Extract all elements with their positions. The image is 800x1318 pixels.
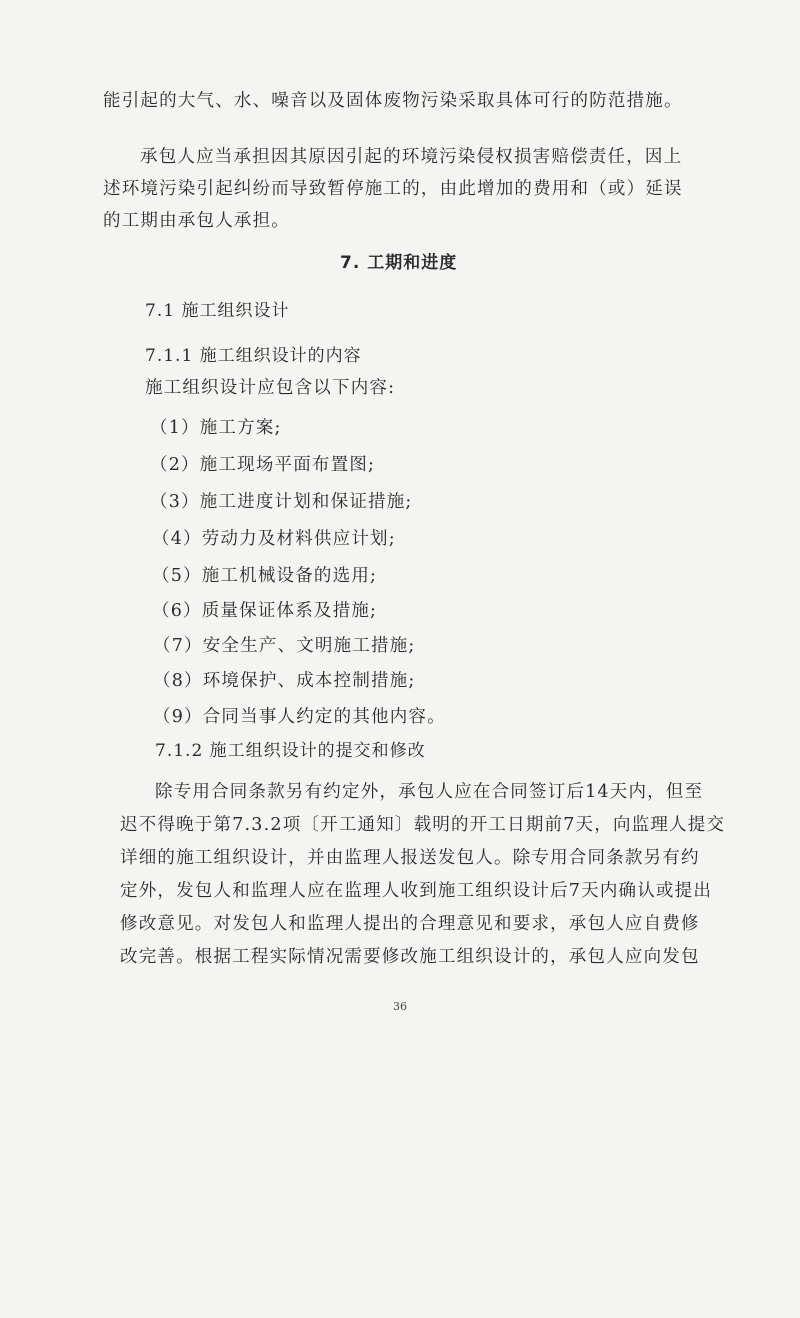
list-item: （9）合同当事人约定的其他内容。: [153, 707, 446, 727]
list-item: （5）施工机械设备的选用;: [152, 566, 378, 586]
list-item: （6）质量保证体系及措施;: [152, 601, 378, 621]
paragraph-line: 定外，发包人和监理人应在监理人收到施工组织设计后7天内确认或提出: [120, 881, 713, 901]
list-item: （7）安全生产、文明施工措施;: [153, 636, 416, 656]
paragraph-line: 述环境污染引起纠纷而导致暂停施工的，由此增加的费用和（或）延误: [103, 179, 683, 199]
list-item: （1）施工方案;: [150, 418, 282, 438]
paragraph-line: 能引起的大气、水、噪音以及固体废物污染采取具体可行的防范措施。: [103, 91, 683, 111]
paragraph-line: 改完善。根据工程实际情况需要修改施工组织设计的，承包人应向发包: [120, 947, 700, 967]
paragraph-line: 除专用合同条款另有约定外，承包人应在合同签订后14天内，但至: [155, 782, 704, 802]
chapter-title: 7. 工期和进度: [340, 253, 458, 273]
paragraph-line: 修改意见。对发包人和监理人提出的合理意见和要求，承包人应自费修: [120, 914, 700, 934]
paragraph-line: 的工期由承包人承担。: [103, 211, 290, 231]
list-item: （2）施工现场平面布置图;: [150, 455, 376, 475]
list-item: （8）环境保护、成本控制措施;: [153, 671, 416, 691]
subsection-title: 7.1.1 施工组织设计的内容: [145, 346, 362, 366]
page-number: 36: [393, 1000, 407, 1013]
list-item: （4）劳动力及材料供应计划;: [152, 529, 396, 549]
section-title: 7.1 施工组织设计: [145, 301, 290, 321]
list-item: （3）施工进度计划和保证措施;: [150, 492, 413, 512]
paragraph-line: 承包人应当承担因其原因引起的环境污染侵权损害赔偿责任，因上: [140, 147, 683, 167]
paragraph-line: 详细的施工组织设计，并由监理人报送发包人。除专用合同条款另有约: [120, 848, 700, 868]
paragraph-line: 迟不得晚于第7.3.2项〔开工通知〕载明的开工日期前7天，向监理人提交: [120, 815, 726, 835]
subsection-title: 7.1.2 施工组织设计的提交和修改: [155, 741, 426, 761]
intro-text: 施工组织设计应包含以下内容:: [145, 378, 396, 398]
